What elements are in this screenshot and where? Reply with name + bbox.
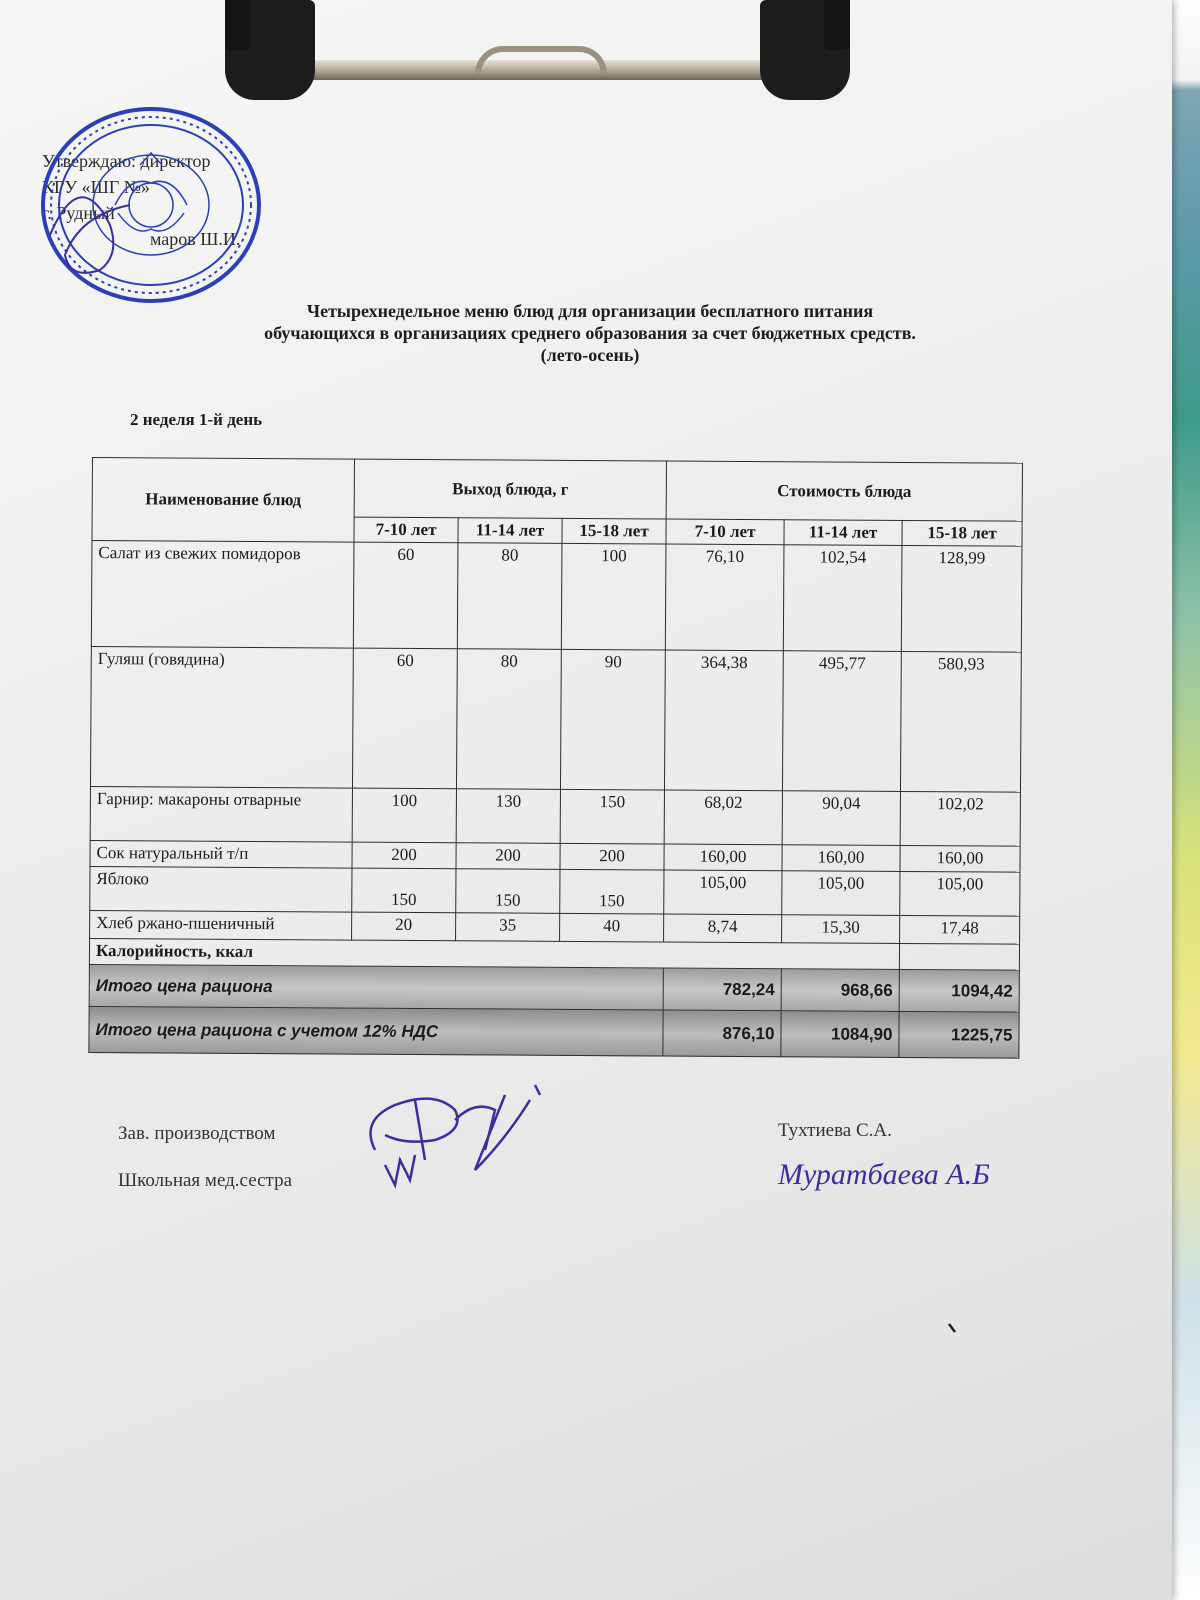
total-vat-7-10: 876,10	[663, 1010, 781, 1057]
clipboard-bar	[285, 60, 815, 80]
cost-7-10: 76,10	[665, 544, 784, 651]
cost-11-14: 495,77	[782, 651, 901, 792]
header-dish-name: Наименование блюд	[92, 458, 355, 543]
output-11-14: 35	[456, 913, 560, 942]
production-name: Тухтиева С.А.	[778, 1120, 892, 1141]
pen-mark	[945, 1320, 965, 1340]
table-row	[90, 786, 1020, 846]
output-7-10: 200	[352, 842, 456, 869]
header-age-cost-1: 7-10 лет	[666, 519, 784, 545]
menu-table	[88, 457, 1023, 1059]
approval-line-1: Утверждаю: директор	[42, 151, 211, 171]
approval-line-4: маров Ш.И.	[150, 229, 241, 249]
dish-name: Гуляш (говядина)	[90, 646, 353, 788]
cost-15-18: 102,02	[900, 791, 1020, 846]
output-11-14: 200	[456, 843, 560, 870]
output-7-10: 60	[352, 648, 457, 789]
output-7-10: 150	[352, 868, 456, 913]
header-age-cost-3: 15-18 лет	[902, 520, 1022, 546]
header-age-out-2: 11-14 лет	[458, 518, 562, 544]
header-age-out-3: 15-18 лет	[562, 518, 666, 544]
cost-7-10: 8,74	[664, 914, 782, 943]
title-line-1: Четырехнедельное меню блюд для организации бесплатного питания	[306, 301, 874, 321]
calories-label: Калорийность, ккал	[89, 938, 899, 969]
production-signature	[355, 1080, 565, 1190]
output-11-14: 80	[457, 543, 562, 650]
title-line-2: обучающихся в организациях среднего образования за счет бюджетных средств.	[264, 323, 916, 343]
dish-name: Яблоко	[90, 866, 352, 912]
output-15-18: 150	[560, 869, 664, 914]
cost-15-18: 160,00	[900, 845, 1020, 872]
header-age-out-1: 7-10 лет	[354, 517, 458, 543]
cost-11-14: 160,00	[782, 845, 900, 872]
table-row	[91, 541, 1022, 653]
output-7-10: 60	[353, 542, 458, 649]
dish-name: Салат из свежих помидоров	[91, 541, 354, 649]
output-11-14: 80	[456, 649, 561, 790]
output-15-18: 40	[560, 913, 664, 942]
table-row	[90, 646, 1021, 792]
header-age-cost-2: 11-14 лет	[784, 520, 902, 546]
table-row	[90, 866, 1020, 916]
cost-7-10: 105,00	[664, 870, 782, 915]
table-header-row	[92, 458, 1022, 522]
cost-15-18: 17,48	[900, 915, 1020, 944]
total-7-10: 782,24	[663, 968, 781, 1011]
approval-line-2: КГУ «ШГ №»	[42, 177, 150, 197]
cost-11-14: 15,30	[782, 915, 900, 944]
cost-11-14: 105,00	[782, 871, 900, 916]
total-vat-row	[89, 1006, 1019, 1058]
title-line-3: (лето-осень)	[540, 345, 640, 365]
approval-line-3: г. Рудный	[42, 203, 115, 223]
dish-name: Гарнир: макароны отварные	[90, 786, 352, 842]
document-title	[160, 300, 1020, 366]
output-7-10: 20	[352, 912, 456, 941]
output-15-18: 100	[561, 543, 666, 650]
cost-15-18: 105,00	[900, 871, 1020, 916]
calories-value	[899, 943, 1019, 970]
output-15-18: 150	[560, 789, 664, 844]
official-stamp	[40, 105, 262, 305]
header-cost: Стоимость блюда	[666, 461, 1022, 521]
nurse-label: Школьная мед.сестра	[118, 1170, 293, 1191]
clipboard-clip-right	[760, 0, 850, 100]
cost-11-14: 90,04	[782, 791, 900, 846]
total-row	[89, 964, 1019, 1012]
total-15-18: 1094,42	[899, 969, 1019, 1012]
production-label: Зав. производством	[118, 1123, 276, 1144]
cost-15-18: 580,93	[900, 651, 1021, 792]
cost-7-10: 160,00	[664, 844, 782, 871]
cost-7-10: 364,38	[664, 650, 783, 791]
cost-15-18: 128,99	[901, 545, 1022, 652]
nurse-handwritten-name: Муратбаева А.Б	[778, 1158, 990, 1191]
clipboard-clip-left	[225, 0, 315, 100]
header-output: Выход блюда, г	[354, 459, 666, 519]
output-11-14: 150	[456, 869, 560, 914]
cost-7-10: 68,02	[664, 790, 782, 845]
total-vat-label: Итого цена рациона с учетом 12% НДС	[89, 1006, 663, 1056]
dish-name: Сок натуральный т/п	[90, 840, 352, 868]
dish-name: Хлеб ржано-пшеничный	[90, 910, 352, 940]
total-label: Итого цена рациона	[89, 964, 663, 1010]
output-15-18: 90	[560, 649, 665, 790]
cost-11-14: 102,54	[783, 545, 902, 652]
output-7-10: 100	[352, 788, 456, 843]
total-11-14: 968,66	[781, 969, 899, 1012]
output-15-18: 200	[560, 843, 664, 870]
week-day-label: 2 неделя 1-й день	[130, 410, 263, 429]
output-11-14: 130	[456, 789, 560, 844]
total-vat-15-18: 1225,75	[899, 1011, 1019, 1058]
total-vat-11-14: 1084,90	[781, 1011, 899, 1058]
